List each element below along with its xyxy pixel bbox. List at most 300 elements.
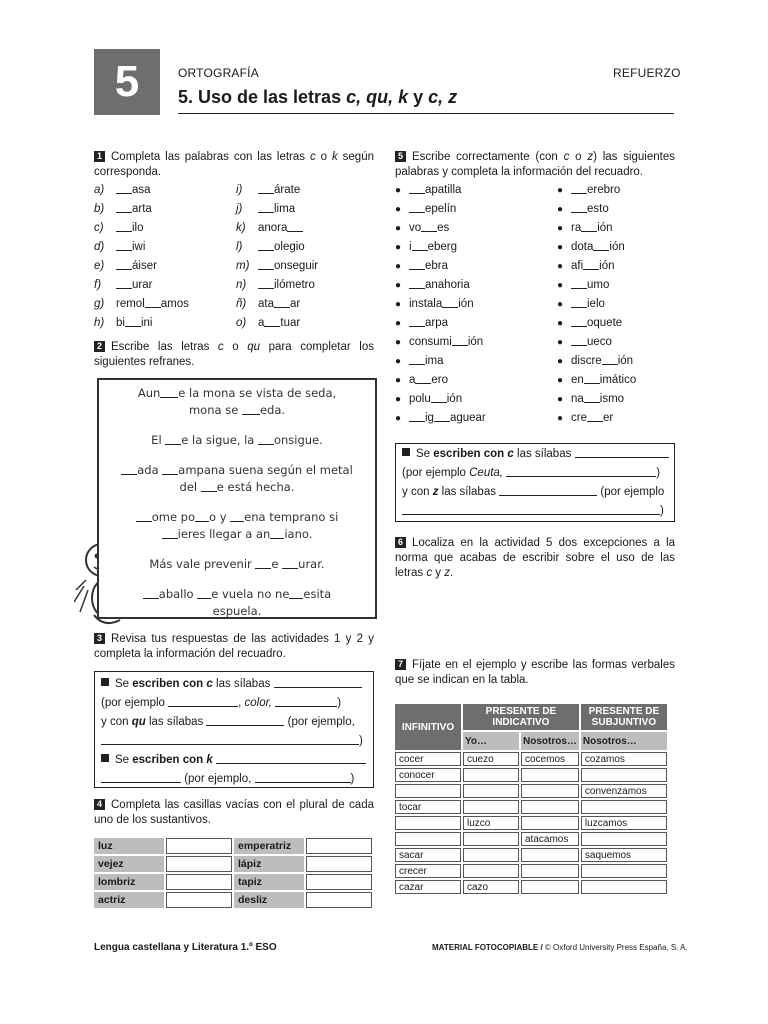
noun-cell: tapiz xyxy=(234,874,304,890)
word-end: ima xyxy=(425,355,444,367)
verb-cell[interactable] xyxy=(521,784,579,798)
ex1-item xyxy=(236,276,318,295)
word-end: arta xyxy=(132,203,152,215)
sub-nosotros: Nosotros… xyxy=(521,732,579,750)
verb-cell: tocar xyxy=(395,800,461,814)
bullet-icon: ● xyxy=(557,337,564,348)
bullet-icon: ● xyxy=(395,299,402,310)
ex5-item xyxy=(395,181,486,200)
answer-blank[interactable] xyxy=(409,183,425,194)
bullet-icon: ● xyxy=(557,204,564,215)
ex5-left-list xyxy=(395,181,486,428)
word-end: umo xyxy=(587,279,610,291)
verb-cell[interactable] xyxy=(521,800,579,814)
bullet-icon: ● xyxy=(557,318,564,329)
answer-blank[interactable] xyxy=(125,316,141,327)
plural-row xyxy=(94,838,372,854)
proverb-1a: Aun e la mona se vista de seda, xyxy=(137,386,337,400)
word-end: aguear xyxy=(449,412,486,424)
footer-left: Lengua castellana y Literatura 1.º ESO xyxy=(94,942,277,953)
bullet-icon: ● xyxy=(395,223,402,234)
answer-blank[interactable] xyxy=(587,411,603,422)
noun-cell: lápiz xyxy=(234,856,304,872)
ex1-item xyxy=(94,238,189,257)
item-label: a) xyxy=(94,184,105,196)
verb-cell: crecer xyxy=(395,864,461,878)
proverb-3a: ada ampana suena según el metal xyxy=(99,462,375,479)
proverb-2: El e la sigue, la onsigue. xyxy=(151,433,323,447)
proverb-4b: ieres llegar a an iano. xyxy=(99,526,375,543)
ex5-item xyxy=(395,276,486,295)
item-label: i) xyxy=(236,184,243,196)
answer-blank[interactable] xyxy=(571,316,587,327)
verb-cell: cazo xyxy=(463,880,519,894)
word-end: tuar xyxy=(280,317,301,329)
plural-row xyxy=(94,856,372,872)
plural-answer-cell[interactable] xyxy=(166,856,232,872)
answer-blank[interactable] xyxy=(258,202,274,213)
verb-cell[interactable] xyxy=(521,816,579,830)
word-start: na xyxy=(571,393,584,405)
ex3-line-4: ) xyxy=(101,732,367,751)
noun-cell: lombriz xyxy=(94,874,164,890)
ex1-instruction: 1 Completa las palabras con las letras c o k según corresponda. xyxy=(94,151,374,178)
item-label: b) xyxy=(94,203,105,215)
ex5-item xyxy=(557,314,636,333)
noun-cell: vejez xyxy=(94,856,164,872)
answer-blank[interactable] xyxy=(274,297,290,308)
word-start: a xyxy=(258,317,265,329)
answer-blank[interactable] xyxy=(116,278,132,289)
unit-number: 5 xyxy=(114,57,140,106)
verb-cell[interactable] xyxy=(463,832,519,846)
verb-cell: saquemos xyxy=(581,848,667,862)
word-end: esto xyxy=(587,203,609,215)
proverb-5: Más vale prevenir e urar. xyxy=(149,557,325,571)
answer-blank[interactable] xyxy=(602,354,618,365)
verb-cell[interactable] xyxy=(395,832,461,846)
noun-cell: emperatriz xyxy=(234,838,304,854)
verb-row xyxy=(395,848,667,862)
word-end: epelín xyxy=(425,203,457,215)
ex5-item xyxy=(395,295,486,314)
verb-cell: conocer xyxy=(395,768,461,782)
ex2-instruction: 2 Escribe las letras c o qu para completar los siguientes refranes. xyxy=(94,341,374,368)
bullet-icon: ● xyxy=(395,394,402,405)
word-end: ismo xyxy=(599,393,625,405)
verb-cell: sacar xyxy=(395,848,461,862)
ex5-line-1: Se escriben con c las sílabas xyxy=(402,445,668,464)
ex1-left-list xyxy=(94,181,189,333)
word-end: imático xyxy=(599,374,637,386)
verb-cell: luzco xyxy=(463,816,519,830)
col-indicativo: PRESENTE DE INDICATIVO xyxy=(463,704,579,730)
word-end: es xyxy=(437,222,450,234)
ex1-item xyxy=(236,314,318,333)
answer-blank[interactable] xyxy=(258,240,274,251)
answer-blank[interactable] xyxy=(571,183,587,194)
worksheet-type: REFUERZO xyxy=(613,66,681,80)
word-start: en xyxy=(571,374,584,386)
ex1-item xyxy=(236,181,318,200)
verb-cell[interactable] xyxy=(463,800,519,814)
ex1-number: 1 xyxy=(94,151,105,162)
bullet-icon: ● xyxy=(395,185,402,196)
ex5-line-2: (por ejemplo Ceuta, ) xyxy=(402,467,661,479)
answer-blank[interactable] xyxy=(431,392,447,403)
ex1-item xyxy=(94,181,189,200)
word-end: asa xyxy=(132,184,151,196)
word-end: ión xyxy=(597,222,613,234)
ex4-instruction: 4 Completa las casillas vacías con el plural de cada uno de los sustantivos. xyxy=(94,799,374,826)
item-label: n) xyxy=(236,279,247,291)
verb-cell[interactable] xyxy=(521,848,579,862)
word-end: oquete xyxy=(587,317,623,329)
word-start: ra xyxy=(571,222,582,234)
verb-cell[interactable] xyxy=(521,880,579,894)
ex5-line-3: y con z las sílabas (por ejemplo xyxy=(402,486,665,498)
bullet-icon: ● xyxy=(557,223,564,234)
ex5-instruction: 5 Escribe correctamente (con c o z) las siguientes palabras y completa la información del recuadro. xyxy=(395,151,675,178)
verb-cell: cuezo xyxy=(463,752,519,766)
ex6-number: 6 xyxy=(395,537,406,548)
answer-blank[interactable] xyxy=(258,183,274,194)
bullet-icon: ● xyxy=(557,185,564,196)
word-end: ar xyxy=(290,298,301,310)
word-end: ielo xyxy=(587,298,605,310)
ex7-instruction: 7 Fíjate en el ejemplo y escribe las formas verbales que se indican en la tabla. xyxy=(395,659,675,686)
ex5-item xyxy=(557,352,636,371)
word-end: anahoria xyxy=(425,279,470,291)
ex5-item xyxy=(557,200,636,219)
ex1-item xyxy=(94,257,189,276)
word-end: apatilla xyxy=(425,184,462,196)
plural-answer-cell[interactable] xyxy=(166,838,232,854)
verb-cell[interactable] xyxy=(395,784,461,798)
ex5-item xyxy=(557,238,636,257)
bullet-icon: ● xyxy=(557,375,564,386)
answer-blank[interactable] xyxy=(287,221,303,232)
word-end: ero xyxy=(431,374,449,386)
bullet-icon: ● xyxy=(557,356,564,367)
item-label: c) xyxy=(94,222,104,234)
plural-answer-cell[interactable] xyxy=(306,892,372,908)
ex5-number: 5 xyxy=(395,151,406,162)
verb-cell[interactable] xyxy=(463,864,519,878)
footer-right: MATERIAL FOTOCOPIABLE / © Oxford University Press España, S. A. xyxy=(432,943,688,952)
ex3-rule-box xyxy=(94,671,374,788)
answer-blank[interactable] xyxy=(415,373,431,384)
ex1-item xyxy=(236,219,318,238)
word-start: vo xyxy=(409,222,422,234)
word-end: arpa xyxy=(425,317,449,329)
ex7-verb-table xyxy=(393,702,669,896)
proverbs-box xyxy=(97,378,377,619)
word-end: ueco xyxy=(587,336,612,348)
verb-cell[interactable] xyxy=(463,848,519,862)
answer-blank[interactable] xyxy=(409,354,425,365)
word-end: onseguir xyxy=(274,260,319,272)
verb-cell: cozamos xyxy=(581,752,667,766)
ex5-item xyxy=(395,219,486,238)
word-end: ión xyxy=(609,241,625,253)
item-label: ñ) xyxy=(236,298,247,310)
answer-blank[interactable] xyxy=(571,278,587,289)
ex5-item xyxy=(557,276,636,295)
ex7-number: 7 xyxy=(395,659,406,670)
answer-blank[interactable] xyxy=(421,221,437,232)
verb-row xyxy=(395,784,667,798)
ex4-number: 4 xyxy=(94,799,105,810)
ex2-number: 2 xyxy=(94,341,105,352)
ex3-line-5: Se escriben con k xyxy=(101,751,367,770)
word-start: instala xyxy=(409,298,443,310)
ex3-line-3: y con qu las sílabas (por ejemplo, xyxy=(101,716,355,728)
verb-cell: atacamos xyxy=(521,832,579,846)
word-end: áiser xyxy=(132,260,157,272)
word-end: ión xyxy=(458,298,474,310)
plural-row xyxy=(94,874,372,890)
plural-answer-cell[interactable] xyxy=(306,838,372,854)
answer-blank[interactable] xyxy=(583,259,599,270)
word-start: dota xyxy=(571,241,594,253)
noun-cell: actriz xyxy=(94,892,164,908)
verb-row xyxy=(395,768,667,782)
ex4-plural-table xyxy=(92,836,374,910)
verb-cell[interactable] xyxy=(463,768,519,782)
verb-cell[interactable] xyxy=(581,880,667,894)
plural-answer-cell[interactable] xyxy=(166,892,232,908)
answer-blank[interactable] xyxy=(258,259,274,270)
col-infinitivo: INFINITIVO xyxy=(395,704,461,750)
ex5-item xyxy=(395,238,486,257)
verb-row xyxy=(395,752,667,766)
answer-blank[interactable] xyxy=(581,221,597,232)
bullet-icon: ● xyxy=(395,356,402,367)
bullet-icon: ● xyxy=(395,261,402,272)
bullet-icon: ● xyxy=(395,375,402,386)
plural-answer-cell[interactable] xyxy=(306,874,372,890)
noun-cell: luz xyxy=(94,838,164,854)
item-label: f) xyxy=(94,279,102,291)
item-label: m) xyxy=(236,260,250,272)
answer-blank[interactable] xyxy=(571,202,587,213)
item-label: k) xyxy=(236,222,246,234)
col-subjuntivo: PRESENTE DE SUBJUNTIVO xyxy=(581,704,667,730)
ex1-item xyxy=(94,295,189,314)
ex5-item xyxy=(557,409,636,428)
ex5-item xyxy=(395,352,486,371)
word-end: er xyxy=(602,412,614,424)
word-end: eberg xyxy=(427,241,457,253)
ex5-item xyxy=(395,390,486,409)
verb-cell[interactable] xyxy=(581,800,667,814)
answer-blank[interactable] xyxy=(409,202,425,213)
ex5-item xyxy=(395,371,486,390)
item-label: e) xyxy=(94,260,105,272)
ex6-instruction: 6 Localiza en la actividad 5 dos excepciones a la norma que acabas de escribir sobre el uso de las letras c y z. xyxy=(395,537,675,579)
bullet-icon: ● xyxy=(557,261,564,272)
ex1-item xyxy=(94,276,189,295)
verb-cell[interactable] xyxy=(521,864,579,878)
answer-blank[interactable] xyxy=(571,335,587,346)
ex1-item xyxy=(236,295,318,314)
word-end: amos xyxy=(160,298,189,310)
unit-number-box xyxy=(94,49,160,115)
ex5-item xyxy=(557,390,636,409)
word-end: erebro xyxy=(587,184,621,196)
answer-blank[interactable] xyxy=(409,411,425,422)
verb-row xyxy=(395,832,667,846)
verb-cell: cazar xyxy=(395,880,461,894)
verb-cell: convenzamos xyxy=(581,784,667,798)
ex5-item xyxy=(395,333,486,352)
ex5-right-list xyxy=(557,181,636,428)
ex5-item xyxy=(395,409,486,428)
item-label: g) xyxy=(94,298,105,310)
ex5-item xyxy=(557,181,636,200)
item-label: h) xyxy=(94,317,105,329)
item-label: d) xyxy=(94,241,105,253)
word-end: ión xyxy=(599,260,615,272)
verb-cell: luzcamos xyxy=(581,816,667,830)
ex1-item xyxy=(236,200,318,219)
ex5-item xyxy=(557,333,636,352)
answer-blank[interactable] xyxy=(116,202,132,213)
verb-cell[interactable] xyxy=(521,768,579,782)
proverb-4a: ome po o y ena temprano si xyxy=(99,509,375,526)
verb-cell[interactable] xyxy=(463,784,519,798)
word-end: ebra xyxy=(425,260,449,272)
word-start: bi xyxy=(116,317,125,329)
answer-blank[interactable] xyxy=(442,297,458,308)
title-rule xyxy=(178,113,674,114)
ex1-item xyxy=(94,314,189,333)
ex1-right-list xyxy=(236,181,318,333)
answer-blank[interactable] xyxy=(409,316,425,327)
verb-cell: cocer xyxy=(395,752,461,766)
word-start: a xyxy=(409,374,416,386)
word-middle: ig xyxy=(425,412,434,424)
answer-blank[interactable] xyxy=(116,221,132,232)
answer-blank[interactable] xyxy=(584,392,600,403)
bullet-icon: ● xyxy=(395,204,402,215)
ex5-item xyxy=(557,219,636,238)
answer-blank[interactable] xyxy=(409,259,425,270)
item-label: l) xyxy=(236,241,243,253)
bullet-icon: ● xyxy=(395,413,402,424)
answer-blank[interactable] xyxy=(145,297,161,308)
word-start: discre xyxy=(571,355,602,367)
bullet-icon: ● xyxy=(395,337,402,348)
word-start: anora xyxy=(258,222,288,234)
answer-blank[interactable] xyxy=(258,278,274,289)
verb-row xyxy=(395,880,667,894)
bullet-icon: ● xyxy=(395,318,402,329)
ex5-item xyxy=(395,257,486,276)
verb-row xyxy=(395,800,667,814)
sub-yo: Yo… xyxy=(463,732,519,750)
verb-cell[interactable] xyxy=(581,832,667,846)
ex3-instruction: 3 Revisa tus respuestas de las actividades 1 y 2 y completa la información del recuadro. xyxy=(94,633,374,660)
verb-row xyxy=(395,816,667,830)
page-title: 5. Uso de las letras c, qu, k y c, z xyxy=(178,87,458,107)
proverb-6b: espuela. xyxy=(212,604,262,618)
ex5-item xyxy=(395,314,486,333)
word-start: ata xyxy=(258,298,274,310)
ex5-rule-box xyxy=(395,443,675,522)
word-start: cre xyxy=(571,412,587,424)
plural-row xyxy=(94,892,372,908)
plural-answer-cell[interactable] xyxy=(306,856,372,872)
word-end: ini xyxy=(140,317,153,329)
ex3-line-2: (por ejemplo , color, ) xyxy=(101,697,342,709)
answer-blank[interactable] xyxy=(412,240,428,251)
word-end: olegio xyxy=(274,241,305,253)
bullet-icon: ● xyxy=(557,299,564,310)
answer-blank[interactable] xyxy=(116,240,132,251)
word-end: ión xyxy=(617,355,634,367)
ex3-line-6: (por ejemplo, ) xyxy=(101,770,367,789)
word-start: afi xyxy=(571,260,584,272)
word-end: árate xyxy=(274,184,301,196)
item-label: o) xyxy=(236,317,247,329)
word-start: consumi xyxy=(409,336,452,348)
word-end: lima xyxy=(274,203,296,215)
word-start: remol xyxy=(116,298,145,310)
verb-cell[interactable] xyxy=(581,768,667,782)
item-label: j) xyxy=(236,203,243,215)
verb-cell[interactable] xyxy=(581,864,667,878)
answer-blank[interactable] xyxy=(434,411,450,422)
word-end: urar xyxy=(132,279,153,291)
noun-cell: desliz xyxy=(234,892,304,908)
ex1-item xyxy=(236,257,318,276)
proverb-1b: mona se eda. xyxy=(188,403,286,417)
ex5-item xyxy=(557,295,636,314)
answer-blank[interactable] xyxy=(264,316,280,327)
ex5-item xyxy=(395,200,486,219)
word-start: i xyxy=(409,241,412,253)
verb-row xyxy=(395,864,667,878)
verb-cell: cocemos xyxy=(521,752,579,766)
answer-blank[interactable] xyxy=(116,259,132,270)
answer-blank[interactable] xyxy=(116,183,132,194)
proverb-3b: del e está hecha. xyxy=(179,480,295,494)
bullet-icon: ● xyxy=(395,280,402,291)
word-end: ilo xyxy=(132,222,144,234)
bullet-icon: ● xyxy=(557,280,564,291)
word-end: ión xyxy=(446,393,463,405)
bullet-icon: ● xyxy=(395,242,402,253)
ex5-line-4: ) xyxy=(402,502,668,521)
ex3-line-1: Se escriben con c las sílabas xyxy=(101,675,367,694)
ex5-item xyxy=(557,257,636,276)
answer-blank[interactable] xyxy=(593,240,609,251)
answer-blank[interactable] xyxy=(584,373,600,384)
answer-blank[interactable] xyxy=(571,297,587,308)
ex3-number: 3 xyxy=(94,633,105,644)
answer-blank[interactable] xyxy=(409,278,425,289)
plural-answer-cell[interactable] xyxy=(166,874,232,890)
answer-blank[interactable] xyxy=(452,335,468,346)
ex1-item xyxy=(236,238,318,257)
sub-nosotros-2: Nosotros… xyxy=(581,732,667,750)
ex5-item xyxy=(557,371,636,390)
verb-cell[interactable] xyxy=(395,816,461,830)
bullet-icon: ● xyxy=(557,413,564,424)
bullet-icon: ● xyxy=(557,242,564,253)
